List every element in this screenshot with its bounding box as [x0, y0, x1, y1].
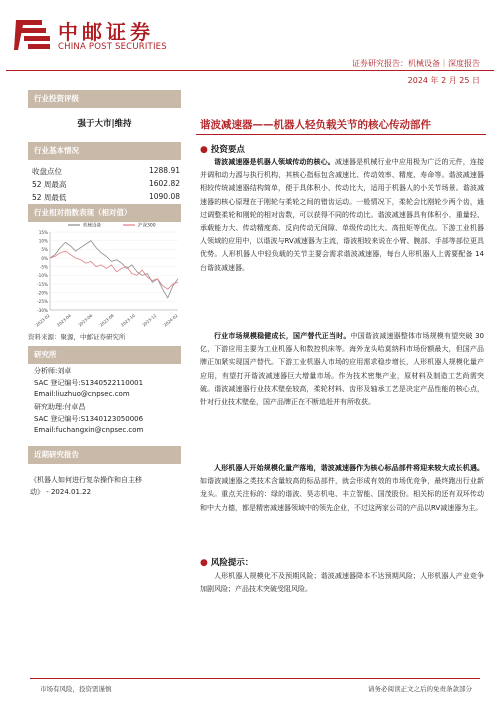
rating-header: 行业投资评级 [28, 90, 181, 108]
chart-source-note: 资料来源：聚源，中邮证券研究所 [28, 333, 126, 341]
report-type-label: 证券研究报告：机械设备｜深度报告 [352, 59, 480, 68]
footer-disclaimer-note: 请务必阅读正文之后的免责条款部分 [368, 685, 472, 693]
relative-index-chart [28, 218, 183, 328]
x-tick-label: 2023-04 [55, 312, 72, 328]
paragraph-risk: 人形机器人规模化不及预期风险；谐波减速器降本不达预期风险；人形机器人产业竞争加剧风险；产品技术突破受阻风险。 [200, 572, 484, 594]
x-tick-label: 2023-06 [77, 312, 94, 328]
logo-english-name: CHINA POST SECURITIES [58, 42, 167, 52]
basics-value: 1090.08 [148, 192, 180, 201]
x-tick-label: 2023-12 [141, 312, 158, 328]
y-tick-label: 10% [38, 238, 48, 244]
footer-risk-note: 市场有风险，投资需谨慎 [40, 685, 112, 693]
x-tick-label: 2023-02 [34, 312, 51, 328]
paragraph-lead: 人形机器人开始规模化量产落地，谐波减速器作为核心标品部件将迎来较大成长机遇。 [214, 464, 484, 472]
paragraph-market: 行业市场规模稳健成长，国产替代正当时。中国谐波减速器整体市场规模有望突破 30 亿，下游应用主要为工业机器人和数控机床等。海外龙头哈莫纳科市场份额最大，但国产品牌正加紧实现国产替代。下游工业机器人市场的应用需求稳步增长，人形机器人规模化量产应用，有望打开谐波减速器巨大增量市场。作为技术密集产业，原材料及制造工艺尚需突破。谐波减速器行业技术壁垒较高，柔轮材料、齿形及轴承工艺是决定产品性能的核心点，针对行业技术壁垒，国产品牌正在不断追赶并有所收获。 [200, 332, 485, 407]
y-tick-label: 5% [41, 247, 48, 253]
company-logo [14, 14, 194, 60]
legend-label: 沪深300 [138, 223, 156, 229]
x-tick-label: 2023-10 [119, 312, 136, 328]
legend-label: 机械设备 [83, 223, 101, 229]
analyst-email[interactable]: Email:fuchangxin@cnpsec.com [34, 426, 144, 434]
industry-rating: 强于大市|维持 [77, 119, 132, 129]
y-tick-label: 15% [38, 229, 48, 235]
footer-divider [30, 678, 480, 679]
logo-mark-icon [14, 16, 54, 56]
logo-chinese-name: 中邮证券 [58, 20, 154, 44]
y-tick-label: -20% [37, 290, 48, 296]
report-title: 谐波减速器——机器人轻负载关节的核心传动部件 [200, 119, 431, 131]
basics-label: 52 周最高 [32, 180, 67, 189]
x-tick-label: 2024-02 [162, 312, 179, 328]
basics-label: 收盘点位 [32, 167, 62, 176]
title-divider [196, 134, 486, 135]
analyst-line: SAC 登记编号:S1340123050006 [34, 415, 144, 423]
y-tick-label: -25% [37, 299, 48, 305]
bullet-icon: ● [200, 145, 208, 155]
analyst-line: 研究助理:付卓昌 [34, 403, 86, 411]
section-heading-highlights [200, 143, 245, 155]
basics-value: 1288.91 [148, 166, 180, 175]
paragraph-lead: 谐波减速器是机器人领域传动的核心。 [214, 158, 335, 166]
y-tick-label: -10% [37, 273, 48, 279]
header-divider [6, 70, 494, 71]
y-tick-label: -15% [37, 281, 48, 287]
analyst-line: 分析师:刘卓 [34, 367, 72, 375]
section-heading-risk [200, 556, 253, 568]
section-heading-text: 风险提示： [210, 558, 254, 568]
analyst-line: SAC 登记编号:S1340522110001 [34, 379, 144, 387]
basics-value: 1602.82 [148, 179, 180, 188]
basics-label: 52 周最低 [32, 193, 67, 202]
recent-report-link-date[interactable]: 动》 - 2024.01.22 [30, 488, 92, 496]
chart-header: 行业相对指数表现（相对值） [28, 204, 181, 222]
recent-report-link[interactable]: 《机器人如何进行复杂操作和自主移 [30, 476, 142, 484]
series-line-2 [50, 251, 178, 289]
paragraph-lead: 行业市场规模稳健成长，国产替代正当时。 [214, 332, 351, 340]
analyst-email[interactable]: Email:liuzhuo@cnpsec.com [34, 390, 130, 398]
analyst-header: 研究所 [28, 346, 181, 364]
x-tick-label: 2023-08 [98, 312, 115, 328]
paragraph-core: 谐波减速器是机器人领域传动的核心。减速器是机械行业中应用极为广泛的元件，连接并调和动力源与执行机构，其核心指标包含减速比、传动效率、精度、寿命等。谐波减速器相较传统减速器结构简单，便于具体积小、传动比大，适用于机器人的小关节场景。谐波减速器的核心原理在于刚轮与柔轮之间的错齿运动。一般情况下，柔轮会比刚轮少两个齿，通过调整柔轮和刚轮的相对齿数，可以获得不同的传动比。谐波减速器具有体积小、重量轻、承载能力大、传动精度高、反向传动无间隙、单级传动比大、高扭矩等优点。下游工业机器人领域的应用中，以谐波与RV减速器为主流，谐波相较来说在小臂、腕部、手部等部位更具优势。人形机器人中轻负载的关节主要会需求谐波减速器，每台人形机器人上需要配备 14 台谐波减速器。 [200, 158, 485, 272]
basics-header: 行业基本情况 [28, 142, 181, 160]
y-tick-label: -30% [37, 307, 48, 313]
y-tick-label: -5% [39, 264, 48, 270]
bullet-icon: ● [200, 558, 208, 568]
section-heading-text: 投资要点 [210, 145, 245, 155]
y-tick-label: 0% [41, 255, 48, 261]
paragraph-opportunity: 人形机器人开始规模化量产落地，谐波减速器作为核心标品部件将迎来较大成长机遇。如谐波减速器之类技术含量较高的标品部件，就会形成有效的市场优竞争，最终跑出行业新龙头。重点关注标的：绿的谐波、昊志机电、丰立智能、国茂股份。相关标的还有双环传动和中大力德，都是精密减速器领域中的领先企业，不过这两家公司的产品以RV减速器为主。 [200, 464, 484, 512]
recent-reports-header: 近期研究报告 [28, 446, 181, 464]
report-date: 2024 年 2 月 25 日 [407, 76, 480, 85]
